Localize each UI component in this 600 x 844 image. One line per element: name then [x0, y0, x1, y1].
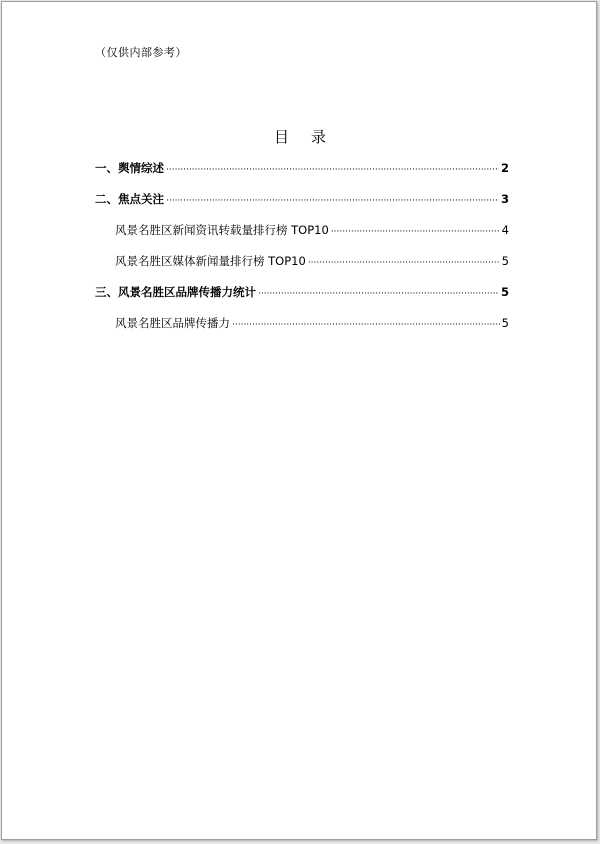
toc-entry-label: 风景名胜区品牌传播力: [115, 316, 230, 330]
document-page: [1, 1, 597, 840]
table-of-contents: [95, 158, 509, 344]
toc-page-number: 5: [500, 285, 509, 299]
toc-entry-news-reprint-top10[interactable]: [95, 220, 509, 251]
toc-leader-dots: [258, 284, 499, 304]
toc-leader-dots: [331, 222, 500, 242]
toc-entry-overview[interactable]: [95, 158, 509, 189]
toc-page-number: 5: [501, 316, 509, 330]
toc-entry-label: 三、风景名胜区品牌传播力统计: [95, 285, 256, 299]
toc-page-number: 2: [500, 161, 509, 175]
toc-entry-media-news-top10[interactable]: [95, 251, 509, 282]
toc-entry-label: 风景名胜区媒体新闻量排行榜 TOP10: [115, 254, 306, 268]
internal-reference-note: （仅供内部参考）: [95, 46, 187, 59]
toc-entry-focus[interactable]: [95, 189, 509, 220]
toc-leader-dots: [232, 315, 500, 335]
toc-leader-dots: [166, 191, 499, 211]
toc-entry-label: 风景名胜区新闻资讯转载量排行榜 TOP10: [115, 223, 329, 237]
toc-page-number: 5: [501, 254, 509, 268]
toc-entry-brand-stats[interactable]: [95, 282, 509, 313]
toc-page-number: 3: [500, 192, 509, 206]
toc-page-number: 4: [501, 223, 509, 237]
toc-entry-brand-reach[interactable]: [95, 313, 509, 344]
toc-leader-dots: [308, 253, 500, 273]
toc-title: 目录: [273, 128, 348, 146]
toc-entry-label: 一、舆情综述: [95, 161, 164, 175]
toc-leader-dots: [166, 160, 499, 180]
toc-entry-label: 二、焦点关注: [95, 192, 164, 206]
